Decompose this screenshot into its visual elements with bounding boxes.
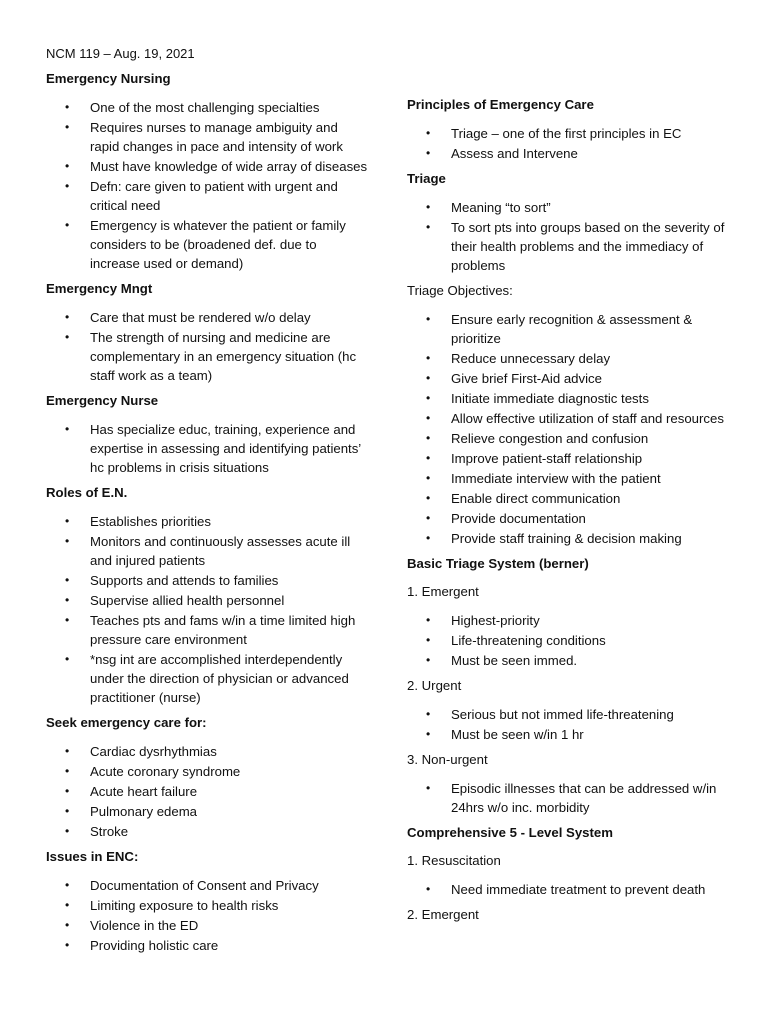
bullet-list — [407, 880, 737, 899]
bullet-icon: • — [65, 159, 70, 173]
list-item-text: Stroke — [90, 824, 129, 839]
list-item — [407, 144, 737, 163]
section-heading: Roles of E.N. — [46, 485, 128, 500]
list-item-text: Reduce unnecessary delay — [451, 351, 611, 366]
subheading-text: Triage Objectives: — [407, 283, 513, 298]
list-item — [407, 651, 737, 670]
list-item — [46, 762, 368, 781]
list-item-text: Violence in the ED — [90, 918, 199, 933]
bullet-list — [407, 198, 737, 275]
bullet-icon: • — [65, 784, 70, 798]
bullet-icon: • — [65, 573, 70, 587]
list-item-text: The strength of nursing and medicine are complementary in an emergency situation (hc staff work as a team) — [90, 330, 357, 383]
list-item-text: Requires nurses to manage ambiguity and rapid changes in pace and intensity of work — [90, 120, 343, 154]
bullet-icon: • — [65, 764, 70, 778]
list-item-text: Provide documentation — [451, 511, 586, 526]
list-item-text: Supports and attends to families — [90, 573, 279, 588]
bullet-list — [407, 124, 737, 163]
list-item-text: Supervise allied health personnel — [90, 593, 285, 608]
bullet-list — [46, 876, 368, 955]
list-item — [46, 532, 368, 570]
list-item — [407, 198, 737, 217]
list-item-text: Assess and Intervene — [451, 146, 578, 161]
list-item — [46, 916, 368, 935]
list-item — [407, 409, 737, 428]
bullet-icon: • — [65, 878, 70, 892]
list-item — [46, 822, 368, 841]
bullet-icon: • — [426, 471, 431, 485]
bullet-list — [407, 705, 737, 744]
bullet-icon: • — [65, 898, 70, 912]
list-item — [46, 650, 368, 707]
bullet-icon: • — [65, 593, 70, 607]
bullet-icon: • — [65, 422, 70, 436]
bullet-icon: • — [426, 126, 431, 140]
list-item — [46, 308, 368, 327]
list-item-text: Need immediate treatment to prevent death — [451, 882, 706, 897]
list-item-text: Documentation of Consent and Privacy — [90, 878, 319, 893]
list-item — [46, 742, 368, 761]
bullet-icon: • — [426, 391, 431, 405]
bullet-icon: • — [65, 652, 70, 666]
list-item-text: Must have knowledge of wide array of diseases — [90, 159, 368, 174]
list-item-text: Give brief First-Aid advice — [451, 371, 602, 386]
list-item-text: Must be seen immed. — [451, 653, 578, 668]
bullet-icon: • — [426, 531, 431, 545]
list-item — [407, 369, 737, 388]
section-heading: Emergency Mngt — [46, 281, 153, 296]
bullet-icon: • — [426, 727, 431, 741]
list-item — [46, 157, 368, 176]
bullet-icon: • — [65, 918, 70, 932]
list-item — [407, 218, 737, 275]
list-item — [407, 124, 737, 143]
list-item — [407, 631, 737, 650]
list-item — [46, 420, 368, 477]
list-item — [46, 876, 368, 895]
subheading-text: 2. Emergent — [407, 907, 479, 922]
bullet-icon: • — [426, 146, 431, 160]
list-item-text: Triage – one of the first principles in EC — [451, 126, 682, 141]
list-item — [46, 782, 368, 801]
bullet-icon: • — [426, 220, 431, 234]
bullet-icon: • — [426, 781, 431, 795]
bullet-icon: • — [65, 100, 70, 114]
list-item — [407, 449, 737, 468]
list-item — [407, 389, 737, 408]
subheading-text: 2. Urgent — [407, 678, 462, 693]
right-column — [407, 96, 737, 934]
bullet-icon: • — [65, 824, 70, 838]
bullet-icon: • — [426, 200, 431, 214]
list-item — [46, 328, 368, 385]
bullet-icon: • — [426, 633, 431, 647]
list-item-text: Teaches pts and fams w/in a time limited high pressure care environment — [90, 613, 356, 647]
list-item-text: Life-threatening conditions — [451, 633, 606, 648]
list-item-text: Enable direct communication — [451, 491, 621, 506]
bullet-icon: • — [65, 744, 70, 758]
bullet-icon: • — [426, 707, 431, 721]
list-item — [407, 779, 737, 817]
list-item — [46, 591, 368, 610]
list-item-text: Provide staff training & decision making — [451, 531, 682, 546]
bullet-list — [407, 779, 737, 817]
list-item — [407, 725, 737, 744]
list-item-text: Care that must be rendered w/o delay — [90, 310, 311, 325]
list-item-text: Establishes priorities — [90, 514, 211, 529]
list-item — [46, 512, 368, 531]
list-item-text: Serious but not immed life-threatening — [451, 707, 674, 722]
bullet-icon: • — [426, 511, 431, 525]
list-item-text: To sort pts into groups based on the severity of their health problems and the immediacy of problems — [451, 220, 725, 273]
section-heading: Basic Triage System (berner) — [407, 556, 589, 571]
list-item-text: Relieve congestion and confusion — [451, 431, 649, 446]
bullet-icon: • — [426, 491, 431, 505]
list-item-text: *nsg int are accomplished interdependently under the direction of physician or advanced practitioner (nurse) — [90, 652, 349, 705]
list-item-text: Limiting exposure to health risks — [90, 898, 279, 913]
bullet-icon: • — [65, 330, 70, 344]
list-item-text: Meaning “to sort” — [451, 200, 551, 215]
bullet-icon: • — [426, 451, 431, 465]
list-item-text: Episodic illnesses that can be addressed w/in 24hrs w/o inc. morbidity — [451, 781, 717, 815]
list-item-text: One of the most challenging specialties — [90, 100, 320, 115]
section-heading: Triage — [407, 171, 446, 186]
list-item — [46, 571, 368, 590]
left-column — [46, 70, 368, 962]
section-heading: Seek emergency care for: — [46, 715, 207, 730]
list-item-text: Ensure early recognition & assessment & prioritize — [451, 312, 693, 346]
bullet-icon: • — [426, 431, 431, 445]
bullet-list — [46, 742, 368, 841]
list-item-text: Must be seen w/in 1 hr — [451, 727, 584, 742]
bullet-icon: • — [65, 310, 70, 324]
bullet-icon: • — [65, 120, 70, 134]
list-item — [407, 705, 737, 724]
list-item — [46, 802, 368, 821]
subheading-text: 1. Resuscitation — [407, 853, 501, 868]
list-item — [407, 611, 737, 630]
list-item — [46, 611, 368, 649]
list-item — [407, 509, 737, 528]
section-heading: Principles of Emergency Care — [407, 97, 594, 112]
list-item — [407, 469, 737, 488]
list-item-text: Allow effective utilization of staff and resources — [451, 411, 724, 426]
bullet-list — [46, 308, 368, 385]
bullet-list — [46, 98, 368, 273]
list-item-text: Improve patient-staff relationship — [451, 451, 643, 466]
list-item — [407, 349, 737, 368]
list-item-text: Pulmonary edema — [90, 804, 198, 819]
list-item — [46, 177, 368, 215]
section-heading: Emergency Nurse — [46, 393, 159, 408]
bullet-icon: • — [65, 218, 70, 232]
bullet-list — [407, 310, 737, 548]
list-item — [407, 529, 737, 548]
list-item-text: Acute heart failure — [90, 784, 198, 799]
page-header: NCM 119 – Aug. 19, 2021 — [46, 46, 195, 61]
list-item-text: Monitors and continuously assesses acute ill and injured patients — [90, 534, 351, 568]
list-item-text: Has specialize educ, training, experience and expertise in assessing and identifying patients’ hc problems in crisis situations — [90, 422, 361, 475]
bullet-list — [46, 420, 368, 477]
list-item — [46, 216, 368, 273]
bullet-icon: • — [426, 312, 431, 326]
list-item-text: Cardiac dysrhythmias — [90, 744, 217, 759]
list-item-text: Providing holistic care — [90, 938, 219, 953]
list-item — [407, 489, 737, 508]
list-item — [46, 98, 368, 117]
bullet-icon: • — [65, 179, 70, 193]
list-item-text: Highest-priority — [451, 613, 540, 628]
bullet-icon: • — [65, 534, 70, 548]
bullet-list — [46, 512, 368, 707]
bullet-icon: • — [65, 938, 70, 952]
list-item — [46, 118, 368, 156]
section-heading: Issues in ENC: — [46, 849, 139, 864]
list-item — [407, 880, 737, 899]
list-item — [46, 896, 368, 915]
list-item — [407, 310, 737, 348]
bullet-icon: • — [65, 613, 70, 627]
bullet-icon: • — [426, 882, 431, 896]
subheading-text: 3. Non-urgent — [407, 752, 488, 767]
bullet-icon: • — [426, 653, 431, 667]
subheading-text: 1. Emergent — [407, 584, 479, 599]
bullet-icon: • — [426, 371, 431, 385]
bullet-icon: • — [426, 411, 431, 425]
list-item — [46, 936, 368, 955]
list-item-text: Defn: care given to patient with urgent and critical need — [90, 179, 338, 213]
list-item-text: Acute coronary syndrome — [90, 764, 241, 779]
bullet-icon: • — [65, 804, 70, 818]
bullet-icon: • — [426, 613, 431, 627]
bullet-icon: • — [65, 514, 70, 528]
list-item — [407, 429, 737, 448]
bullet-icon: • — [426, 351, 431, 365]
section-heading: Comprehensive 5 - Level System — [407, 825, 613, 840]
list-item-text: Emergency is whatever the patient or family considers to be (broadened def. due to increase used or demand) — [90, 218, 346, 271]
list-item-text: Immediate interview with the patient — [451, 471, 661, 486]
section-heading: Emergency Nursing — [46, 71, 171, 86]
bullet-list — [407, 611, 737, 670]
list-item-text: Initiate immediate diagnostic tests — [451, 391, 649, 406]
